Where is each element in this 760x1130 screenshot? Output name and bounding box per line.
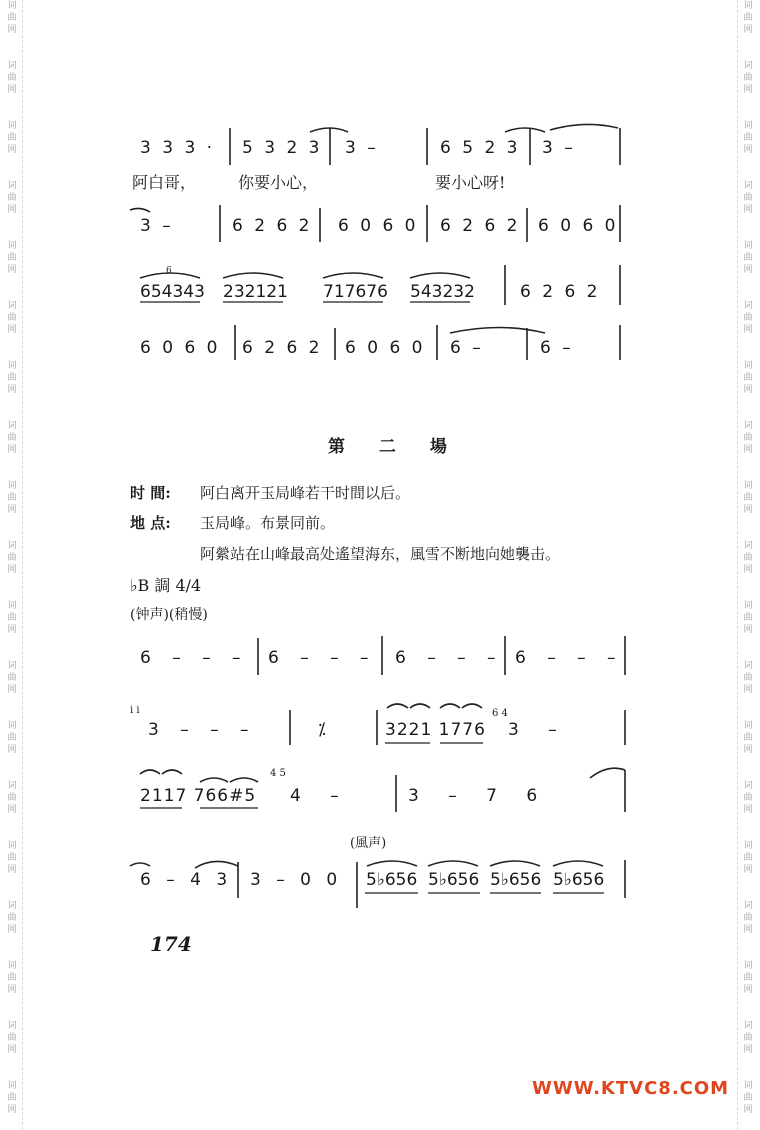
watermark-char-group	[7, 900, 16, 936]
watermark-char-group	[7, 840, 16, 876]
score-top-r4-m1: 6 0 6 0	[140, 338, 221, 358]
watermark-char: 词	[7, 1, 17, 11]
watermark-char: 词	[7, 661, 17, 671]
watermark-char: 网	[743, 1045, 753, 1055]
score-bot-r1-m4: 6 – – –	[515, 648, 624, 668]
scene-description: 阿縈站在山峰最高处遙望海东，風雪不断地向她襲击。	[200, 545, 561, 563]
scene-title: 第 二 場	[328, 437, 461, 457]
watermark-char-group	[743, 1020, 752, 1056]
score-bot-r3-m2: 4 –	[290, 786, 351, 806]
watermark-char: 词	[7, 541, 17, 551]
watermark-char: 词	[743, 121, 753, 131]
score-top-r4-m4: 6 –	[450, 338, 484, 358]
watermark-char: 词	[743, 361, 753, 371]
score-bot-r4-m3: 5♭656	[366, 870, 418, 890]
watermark-char-group	[7, 60, 16, 96]
watermark-char: 网	[7, 265, 17, 275]
watermark-char: 词	[7, 361, 17, 371]
watermark-char: 曲	[743, 493, 753, 503]
watermark-char: 曲	[7, 133, 17, 143]
score-bot-r2-m1: 3 – – –	[148, 720, 257, 740]
watermark-char: 曲	[743, 913, 753, 923]
watermark-char: 词	[7, 61, 17, 71]
watermark-char-group	[7, 240, 16, 276]
watermark-char: 曲	[7, 973, 17, 983]
score-bot-r4-m4: 5♭656	[428, 870, 480, 890]
watermark-char: 曲	[743, 13, 753, 23]
score-bot-r4-m6: 5♭656	[553, 870, 605, 890]
score-bot-r4-m2: 3 – 0 0	[250, 870, 343, 890]
watermark-char-group	[743, 240, 752, 276]
watermark-char: 曲	[743, 193, 753, 203]
watermark-char: 网	[7, 685, 17, 695]
watermark-char-group	[7, 420, 16, 456]
watermark-char: 网	[743, 145, 753, 155]
score-bot-r3-m1: 2117 766#5	[140, 786, 257, 806]
watermark-char: 词	[743, 301, 753, 311]
watermark-char: 网	[7, 205, 17, 215]
watermark-char: 网	[7, 745, 17, 755]
lyric-2: 你要小心，	[238, 173, 319, 192]
watermark-char-group	[743, 480, 752, 516]
watermark-char-group	[743, 1080, 752, 1116]
watermark-char: 曲	[743, 253, 753, 263]
score-top-r3-m4: 543232	[410, 282, 475, 302]
watermark-char: 词	[743, 961, 753, 971]
score-top-r4-m2: 6 2 6 2	[242, 338, 323, 358]
watermark-char: 词	[7, 421, 17, 431]
watermark-char: 曲	[7, 613, 17, 623]
watermark-char-group	[7, 300, 16, 336]
tuplet-mark: 6	[166, 266, 172, 276]
watermark-char: 曲	[743, 73, 753, 83]
score-top-r3-m3: 717676	[323, 282, 388, 302]
watermark-char-group	[7, 0, 16, 36]
grace-notes-1: i i	[130, 705, 140, 716]
watermark-char: 网	[7, 25, 17, 35]
score-top-r1-m5: 3 –	[542, 138, 576, 158]
watermark-char: 曲	[743, 973, 753, 983]
watermark-char: 词	[743, 181, 753, 191]
watermark-char: 网	[7, 805, 17, 815]
score-bot-r4-m5: 5♭656	[490, 870, 542, 890]
watermark-char-group	[743, 660, 752, 696]
watermark-char-group	[743, 120, 752, 156]
score-top-r3-m5: 6 2 6 2	[520, 282, 601, 302]
watermark-char: 网	[743, 325, 753, 335]
watermark-char-group	[7, 120, 16, 156]
simile-mark: ⁒	[318, 720, 329, 740]
watermark-char: 曲	[743, 133, 753, 143]
watermark-char: 词	[7, 121, 17, 131]
watermark-char-group	[7, 1080, 16, 1116]
watermark-char: 词	[7, 961, 17, 971]
watermark-char: 曲	[7, 253, 17, 263]
watermark-char: 网	[743, 205, 753, 215]
watermark-char: 词	[7, 781, 17, 791]
score-top-r1-m4: 6 5 2 3	[440, 138, 521, 158]
watermark-char: 网	[743, 565, 753, 575]
watermark-char-group	[7, 720, 16, 756]
watermark-char: 词	[7, 301, 17, 311]
watermark-char: 网	[743, 685, 753, 695]
score-top-r1-m3: 3 –	[345, 138, 379, 158]
watermark-char-group	[743, 420, 752, 456]
watermark-char: 网	[743, 745, 753, 755]
watermark-char-group	[743, 360, 752, 396]
watermark-char: 词	[743, 481, 753, 491]
watermark-char: 网	[7, 985, 17, 995]
score-top-r3-m2: 232121	[223, 282, 288, 302]
watermark-char: 网	[743, 85, 753, 95]
watermark-char: 曲	[7, 193, 17, 203]
left-watermark-column	[2, 0, 23, 1130]
score-top-r2-m2: 6 2 6 2	[232, 216, 313, 236]
watermark-char: 网	[743, 265, 753, 275]
watermark-char: 网	[743, 1105, 753, 1115]
watermark-char: 词	[743, 241, 753, 251]
watermark-char-group	[7, 480, 16, 516]
watermark-char: 词	[743, 1081, 753, 1091]
watermark-char: 网	[743, 505, 753, 515]
score-top-r2-m4: 6 2 6 2	[440, 216, 521, 236]
score-bot-r1-m1: 6 – – –	[140, 648, 249, 668]
watermark-char: 曲	[7, 1093, 17, 1103]
watermark-char: 曲	[743, 1033, 753, 1043]
watermark-char: 词	[743, 781, 753, 791]
score-top-r4-m5: 6 –	[540, 338, 574, 358]
watermark-char: 曲	[7, 433, 17, 443]
watermark-char-group	[743, 840, 752, 876]
watermark-char: 曲	[7, 313, 17, 323]
watermark-char: 曲	[743, 313, 753, 323]
watermark-char: 词	[743, 661, 753, 671]
watermark-char-group	[743, 60, 752, 96]
watermark-char: 网	[7, 505, 17, 515]
watermark-char: 网	[743, 25, 753, 35]
watermark-char: 曲	[7, 793, 17, 803]
watermark-char: 词	[7, 1081, 17, 1091]
watermark-char: 网	[743, 925, 753, 935]
score-bot-r2-m3: 3 –	[508, 720, 569, 740]
watermark-char: 曲	[743, 433, 753, 443]
watermark-char: 词	[743, 1, 753, 11]
watermark-char: 词	[7, 601, 17, 611]
watermark-char: 曲	[7, 913, 17, 923]
watermark-char-group	[743, 600, 752, 636]
score-top-r2-m1: 3 –	[140, 216, 174, 236]
watermark-char: 曲	[7, 553, 17, 563]
watermark-char: 词	[743, 1021, 753, 1031]
grace-notes-2: 6 4	[492, 708, 508, 719]
watermark-char-group	[7, 660, 16, 696]
place-label: 地 点:	[130, 514, 171, 532]
watermark-char: 曲	[7, 493, 17, 503]
watermark-char: 曲	[743, 733, 753, 743]
watermark-char: 词	[743, 601, 753, 611]
watermark-char: 网	[7, 445, 17, 455]
wind-cue: (風声)	[350, 836, 387, 851]
right-watermark-column	[737, 0, 758, 1130]
time-label: 时 間:	[130, 484, 171, 502]
watermark-char-group	[7, 360, 16, 396]
score-top-r4-m3: 6 0 6 0	[345, 338, 426, 358]
watermark-char: 曲	[743, 1093, 753, 1103]
score-top-r2-m5: 6 0 6 0	[538, 216, 619, 236]
watermark-char: 网	[743, 385, 753, 395]
score-bot-r1-m2: 6 – – –	[268, 648, 377, 668]
watermark-char-group	[7, 780, 16, 816]
watermark-char: 网	[743, 985, 753, 995]
watermark-char: 曲	[7, 673, 17, 683]
watermark-char: 网	[743, 865, 753, 875]
watermark-char: 词	[7, 241, 17, 251]
score-top-r3-m1: 654343	[140, 282, 205, 302]
watermark-char-group	[7, 1020, 16, 1056]
watermark-char: 网	[7, 325, 17, 335]
score-bot-r4-m1: 6 – 4 3	[140, 870, 233, 890]
watermark-char: 网	[7, 565, 17, 575]
watermark-char: 曲	[743, 553, 753, 563]
watermark-char: 词	[743, 61, 753, 71]
key-signature: ♭B 調 4/4	[130, 576, 202, 595]
watermark-char-group	[7, 960, 16, 996]
score-bot-r1-m3: 6 – – –	[395, 648, 504, 668]
watermark-char-group	[743, 540, 752, 576]
watermark-char: 曲	[7, 373, 17, 383]
watermark-char: 词	[7, 901, 17, 911]
lyric-1: 阿白哥，	[132, 173, 197, 192]
watermark-char: 词	[7, 841, 17, 851]
watermark-char-group	[743, 180, 752, 216]
watermark-char: 曲	[743, 853, 753, 863]
page-number: 174	[150, 932, 192, 956]
watermark-char-group	[743, 780, 752, 816]
watermark-char: 网	[7, 145, 17, 155]
watermark-char: 网	[7, 85, 17, 95]
watermark-char: 词	[743, 841, 753, 851]
watermark-char: 词	[743, 901, 753, 911]
watermark-char-group	[7, 600, 16, 636]
watermark-char: 网	[743, 445, 753, 455]
sound-cue: (钟声)(稍慢)	[130, 607, 208, 623]
watermark-char-group	[743, 0, 752, 36]
watermark-char: 词	[7, 481, 17, 491]
watermark-char-group	[743, 960, 752, 996]
site-watermark: WWW.KTVC8.COM	[532, 1078, 730, 1099]
watermark-char: 网	[743, 805, 753, 815]
watermark-char: 网	[7, 925, 17, 935]
place-text: 玉局峰。布景同前。	[200, 514, 336, 532]
score-bot-r3-m3: 3 – 7 6	[408, 786, 550, 806]
watermark-char: 曲	[743, 373, 753, 383]
lyric-3: 要小心呀!	[435, 173, 506, 192]
watermark-char-group	[743, 720, 752, 756]
watermark-char: 曲	[7, 733, 17, 743]
watermark-char-group	[743, 300, 752, 336]
watermark-char: 网	[7, 385, 17, 395]
score-top-r1-m2: 5 3 2 3	[242, 138, 323, 158]
watermark-char: 词	[7, 181, 17, 191]
watermark-char: 网	[7, 1045, 17, 1055]
score-bot-r2-m2: 3221 1776	[385, 720, 486, 740]
score-top-r2-m3: 6 0 6 0	[338, 216, 419, 236]
watermark-char: 网	[7, 865, 17, 875]
grace-notes-3: 4 5	[270, 768, 286, 779]
watermark-char: 网	[7, 1105, 17, 1115]
watermark-char-group	[7, 540, 16, 576]
score-top-r1-m1: 3 3 3 ·	[140, 138, 216, 158]
watermark-char: 曲	[7, 13, 17, 23]
watermark-char-group	[743, 900, 752, 936]
watermark-char: 词	[743, 421, 753, 431]
watermark-char: 曲	[743, 613, 753, 623]
watermark-char: 曲	[743, 673, 753, 683]
time-text: 阿白离开玉局峰若干时間以后。	[200, 484, 411, 502]
watermark-char: 曲	[7, 73, 17, 83]
watermark-char: 词	[7, 1021, 17, 1031]
watermark-char: 词	[743, 541, 753, 551]
watermark-char: 曲	[743, 793, 753, 803]
watermark-char: 曲	[7, 1033, 17, 1043]
watermark-char: 网	[743, 625, 753, 635]
watermark-char-group	[7, 180, 16, 216]
watermark-char: 词	[7, 721, 17, 731]
watermark-char: 曲	[7, 853, 17, 863]
watermark-char: 网	[7, 625, 17, 635]
watermark-char: 词	[743, 721, 753, 731]
